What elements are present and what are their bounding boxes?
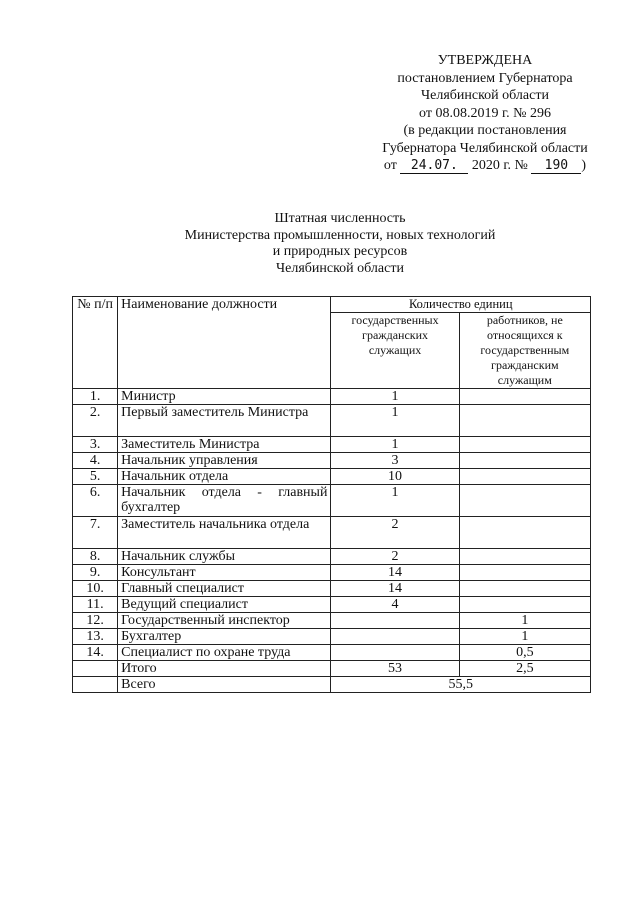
row-other — [459, 453, 590, 469]
row-position: Государственный инспектор — [118, 613, 331, 629]
approval-block — [360, 52, 610, 175]
approval-number: 190 — [531, 159, 581, 174]
row-civil: 2 — [331, 517, 459, 549]
table-row — [73, 581, 591, 597]
row-civil: 14 — [331, 565, 459, 581]
row-other — [459, 597, 590, 613]
row-civil — [331, 645, 459, 661]
table-row — [73, 645, 591, 661]
table-row — [73, 629, 591, 645]
subtotal-label: Итого — [118, 661, 331, 677]
row-civil: 1 — [331, 389, 459, 405]
table-row — [73, 549, 591, 565]
approval-close: ) — [581, 158, 587, 173]
row-num: 7. — [73, 517, 118, 549]
row-civil: 1 — [331, 485, 459, 517]
table-row — [73, 517, 591, 549]
row-num: 6. — [73, 485, 118, 517]
approval-date-line — [360, 157, 610, 175]
row-num: 3. — [73, 437, 118, 453]
header-other-workers: работников, не относящихся к государственным гражданским служащим — [459, 313, 590, 389]
row-other — [459, 389, 590, 405]
header-name: Наименование должности — [118, 297, 331, 389]
row-position: Начальник управления — [118, 453, 331, 469]
header-civil-servants: государственных гражданских служащих — [331, 313, 459, 389]
approval-date: 24.07. — [400, 159, 468, 174]
row-civil: 4 — [331, 597, 459, 613]
table-row — [73, 613, 591, 629]
row-other — [459, 581, 590, 597]
row-position: Консультант — [118, 565, 331, 581]
row-other — [459, 437, 590, 453]
total-num — [73, 677, 118, 693]
approval-line-3: от 08.08.2019 г. № 296 — [419, 105, 551, 121]
row-position: Специалист по охране труда — [118, 645, 331, 661]
approval-line-4: (в редакции постановления — [403, 123, 567, 138]
row-position: Ведущий специалист — [118, 597, 331, 613]
subtotal-num — [73, 661, 118, 677]
heading-line-3: и природных ресурсов — [272, 244, 408, 259]
row-other — [459, 485, 590, 517]
row-position: Первый заместитель Министра — [118, 405, 331, 437]
row-position: Начальник службы — [118, 549, 331, 565]
row-num: 8. — [73, 549, 118, 565]
row-other: 1 — [459, 629, 590, 645]
heading-line-4: Челябинской области — [276, 260, 404, 276]
staff-table — [72, 296, 591, 693]
approval-line-2: Челябинской области — [421, 88, 549, 103]
row-civil: 2 — [331, 549, 459, 565]
row-position: Заместитель Министра — [118, 437, 331, 453]
row-position: Главный специалист — [118, 581, 331, 597]
subtotal-other: 2,5 — [459, 661, 590, 677]
row-num: 4. — [73, 453, 118, 469]
table-row — [73, 597, 591, 613]
document-heading — [120, 211, 560, 277]
subtotal-row — [73, 661, 591, 677]
subtotal-civil: 53 — [331, 661, 459, 677]
approval-line-5: Губернатора Челябинской области — [382, 140, 588, 156]
heading-line-2: Министерства промышленности, новых технологий — [184, 227, 496, 243]
row-civil — [331, 629, 459, 645]
row-position: Начальник отдела - главный бухгалтер — [118, 485, 331, 517]
row-num: 9. — [73, 565, 118, 581]
row-civil: 14 — [331, 581, 459, 597]
row-num: 14. — [73, 645, 118, 661]
row-num: 10. — [73, 581, 118, 597]
heading-line-1: Штатная численность — [274, 211, 406, 226]
table-row — [73, 469, 591, 485]
row-num: 11. — [73, 597, 118, 613]
row-position: Министр — [118, 389, 331, 405]
row-other: 0,5 — [459, 645, 590, 661]
row-num: 2. — [73, 405, 118, 437]
row-num: 12. — [73, 613, 118, 629]
approval-title: УТВЕРЖДЕНА — [437, 53, 533, 68]
row-civil — [331, 613, 459, 629]
row-num: 13. — [73, 629, 118, 645]
table-row — [73, 485, 591, 517]
row-other: 1 — [459, 613, 590, 629]
header-num: № п/п — [73, 297, 118, 389]
row-num: 1. — [73, 389, 118, 405]
total-value: 55,5 — [331, 677, 591, 693]
table-row — [73, 437, 591, 453]
table-row — [73, 405, 591, 437]
table-row — [73, 453, 591, 469]
total-label: Всего — [118, 677, 331, 693]
row-other — [459, 517, 590, 549]
row-civil: 1 — [331, 437, 459, 453]
row-other — [459, 469, 590, 485]
row-civil: 1 — [331, 405, 459, 437]
row-other — [459, 549, 590, 565]
approval-year: 2020 г. № — [471, 158, 528, 173]
row-num: 5. — [73, 469, 118, 485]
row-other — [459, 565, 590, 581]
approval-line-1: постановлением Губернатора — [397, 70, 573, 86]
row-civil: 10 — [331, 469, 459, 485]
row-position: Бухгалтер — [118, 629, 331, 645]
table-row — [73, 565, 591, 581]
row-civil: 3 — [331, 453, 459, 469]
total-row — [73, 677, 591, 693]
table-row — [73, 389, 591, 405]
row-position: Начальник отдела — [118, 469, 331, 485]
row-position: Заместитель начальника отдела — [118, 517, 331, 549]
row-other — [459, 405, 590, 437]
approval-ot: от — [383, 158, 397, 173]
header-quantity: Количество единиц — [331, 297, 591, 313]
